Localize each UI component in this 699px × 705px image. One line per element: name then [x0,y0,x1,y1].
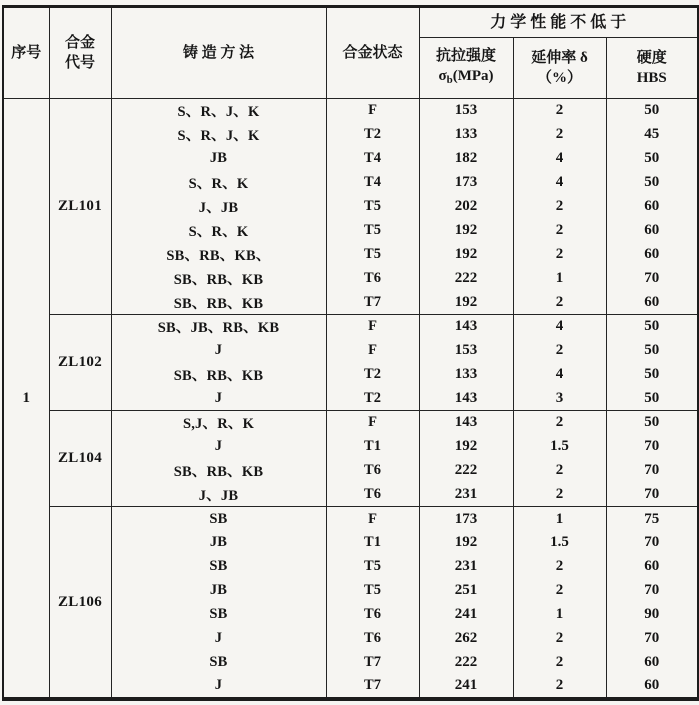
header-serial: 序号 [3,7,49,99]
elongation-cell: 2 [513,627,606,651]
elongation-cell: 1 [513,507,606,531]
tensile-cell: 241 [419,675,513,699]
casting-method-cell: SB、RB、KB [111,291,326,315]
hardness-cell: 70 [606,483,698,507]
tensile-cell: 173 [419,507,513,531]
tensile-cell: 153 [419,99,513,123]
tensile-cell: 173 [419,171,513,195]
alloy-state-cell: T2 [326,387,419,411]
hardness-cell: 45 [606,123,698,147]
tensile-cell: 192 [419,243,513,267]
tensile-cell: 143 [419,315,513,339]
tensile-cell: 192 [419,291,513,315]
alloy-state-cell: F [326,411,419,435]
casting-method-cell: JB [111,579,326,603]
casting-method-cell: J、JB [111,195,326,219]
header-casting-method: 铸 造 方 法 [111,7,326,99]
elongation-cell: 4 [513,363,606,387]
alloy-state-cell: F [326,315,419,339]
elongation-cell: 2 [513,99,606,123]
tensile-cell: 143 [419,387,513,411]
hardness-cell: 50 [606,171,698,195]
casting-method-cell: J [111,675,326,699]
alloy-state-cell: F [326,99,419,123]
casting-method-cell: SB [111,555,326,579]
elongation-cell: 2 [513,459,606,483]
elongation-cell: 1.5 [513,435,606,459]
tensile-unit-text: (MPa) [452,68,494,84]
casting-method-cell: SB、RB、KB、 [111,243,326,267]
alloy-state-cell: T7 [326,675,419,699]
alloy-code-cell: ZL104 [49,411,111,507]
hardness-cell: 70 [606,579,698,603]
tensile-cell: 222 [419,267,513,291]
tensile-cell: 231 [419,555,513,579]
header-hardness [606,38,698,99]
alloy-state-cell: T5 [326,243,419,267]
elongation-cell: 2 [513,339,606,363]
tensile-cell: 153 [419,339,513,363]
elongation-cell: 1 [513,603,606,627]
table-body [3,99,698,700]
alloy-state-cell: T1 [326,435,419,459]
elongation-cell: 4 [513,147,606,171]
tensile-cell: 133 [419,363,513,387]
hardness-cell: 60 [606,219,698,243]
alloy-state-cell: T6 [326,603,419,627]
header-alloy-code-line1: 合金 [64,35,95,51]
alloy-properties-table [2,5,699,701]
tensile-cell: 192 [419,531,513,555]
sigma-subscript: b [446,74,453,86]
header-elongation [513,38,606,99]
header-alloy-code [49,7,111,99]
tensile-cell: 262 [419,627,513,651]
hardness-cell: 70 [606,459,698,483]
elongation-cell: 2 [513,291,606,315]
hardness-cell: 50 [606,147,698,171]
sigma-symbol: σ [438,68,447,84]
elongation-cell: 2 [513,555,606,579]
header-tensile-strength [419,38,513,99]
hardness-cell: 60 [606,555,698,579]
casting-method-cell: S、R、J、K [111,99,326,123]
casting-method-cell: SB [111,603,326,627]
header-elongation-line2: （%） [536,70,582,86]
casting-method-cell: JB [111,147,326,171]
casting-method-cell: S、R、J、K [111,123,326,147]
header-elongation-line1: 延伸率 δ [531,50,588,66]
alloy-state-cell: T6 [326,267,419,291]
hardness-cell: 60 [606,675,698,699]
alloy-state-cell: T6 [326,483,419,507]
casting-method-cell: SB、RB、KB [111,267,326,291]
tensile-cell: 143 [419,411,513,435]
table-row [3,411,698,435]
serial-cell: 1 [3,99,49,700]
tensile-cell: 182 [419,147,513,171]
casting-method-cell: J [111,435,326,459]
elongation-cell: 2 [513,411,606,435]
hardness-cell: 50 [606,411,698,435]
tensile-cell: 222 [419,459,513,483]
hardness-cell: 50 [606,387,698,411]
alloy-state-cell: T2 [326,123,419,147]
header-alloy-state: 合金状态 [326,7,419,99]
tensile-cell: 202 [419,195,513,219]
casting-method-cell: SB、JB、RB、KB [111,315,326,339]
header-row-top [3,7,698,38]
elongation-cell: 3 [513,387,606,411]
tensile-cell: 241 [419,603,513,627]
hardness-cell: 70 [606,627,698,651]
alloy-state-cell: F [326,339,419,363]
table-row [3,99,698,123]
alloy-code-cell: ZL101 [49,99,111,315]
casting-method-cell: S、R、K [111,219,326,243]
tensile-cell: 133 [419,123,513,147]
elongation-cell: 1 [513,267,606,291]
hardness-cell: 75 [606,507,698,531]
header-mechanical-properties-group: 力 学 性 能 不 低 于 [419,7,698,38]
elongation-cell: 4 [513,315,606,339]
casting-method-cell: SB、RB、KB [111,459,326,483]
tensile-cell: 192 [419,435,513,459]
alloy-code-cell: ZL106 [49,507,111,699]
tensile-cell: 222 [419,651,513,675]
casting-method-cell: J [111,339,326,363]
elongation-cell: 2 [513,483,606,507]
header-alloy-code-line2: 代号 [64,55,95,71]
hardness-cell: 60 [606,243,698,267]
hardness-cell: 70 [606,435,698,459]
tensile-cell: 192 [419,219,513,243]
casting-method-cell: S,J、R、K [111,411,326,435]
hardness-cell: 50 [606,315,698,339]
elongation-cell: 2 [513,123,606,147]
table-row [3,315,698,339]
hardness-cell: 60 [606,195,698,219]
casting-method-cell: J [111,627,326,651]
alloy-state-cell: T5 [326,555,419,579]
hardness-cell: 50 [606,99,698,123]
header-tensile-line1: 抗拉强度 [435,48,496,64]
elongation-cell: 2 [513,579,606,603]
alloy-state-cell: T6 [326,627,419,651]
hardness-cell: 60 [606,651,698,675]
table-row [3,507,698,531]
header-hardness-line1: 硬度 [636,50,667,66]
hardness-cell: 50 [606,363,698,387]
table-header [3,7,698,99]
alloy-state-cell: T1 [326,531,419,555]
elongation-cell: 2 [513,651,606,675]
alloy-state-cell: T7 [326,291,419,315]
hardness-cell: 70 [606,267,698,291]
elongation-cell: 2 [513,195,606,219]
elongation-cell: 4 [513,171,606,195]
casting-method-cell: J [111,387,326,411]
alloy-state-cell: T7 [326,651,419,675]
casting-method-cell: SB [111,507,326,531]
alloy-state-cell: T4 [326,171,419,195]
tensile-cell: 251 [419,579,513,603]
alloy-state-cell: T6 [326,459,419,483]
alloy-state-cell: T4 [326,147,419,171]
alloy-state-cell: T2 [326,363,419,387]
hardness-cell: 50 [606,339,698,363]
alloy-state-cell: T5 [326,195,419,219]
header-tensile-unit [422,66,511,90]
hardness-cell: 90 [606,603,698,627]
elongation-cell: 1.5 [513,531,606,555]
elongation-cell: 2 [513,219,606,243]
elongation-cell: 2 [513,675,606,699]
alloy-state-cell: T5 [326,579,419,603]
casting-method-cell: SB、RB、KB [111,363,326,387]
alloy-code-cell: ZL102 [49,315,111,411]
alloy-state-cell: T5 [326,219,419,243]
hardness-cell: 70 [606,531,698,555]
casting-method-cell: SB [111,651,326,675]
elongation-cell: 2 [513,243,606,267]
tensile-cell: 231 [419,483,513,507]
header-hardness-line2: HBS [636,70,667,86]
casting-method-cell: S、R、K [111,171,326,195]
casting-method-cell: J、JB [111,483,326,507]
alloy-state-cell: F [326,507,419,531]
hardness-cell: 60 [606,291,698,315]
casting-method-cell: JB [111,531,326,555]
